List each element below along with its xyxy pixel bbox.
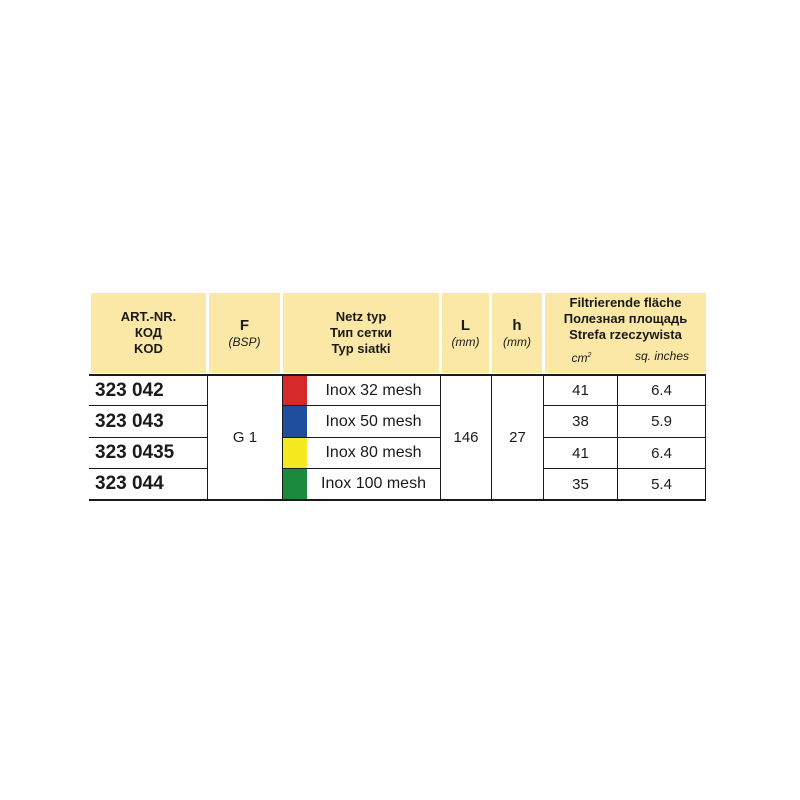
header-filter-pl: Strefa rzeczywista <box>569 327 682 342</box>
table-right-border <box>705 374 706 501</box>
header-filter-units <box>545 348 706 366</box>
header-netz-pl: Typ siatki <box>331 341 391 356</box>
area-sq-inches: 5.9 <box>651 413 672 430</box>
header-filter <box>545 293 706 373</box>
mesh-color-swatch <box>283 376 307 405</box>
header-l-label: L <box>460 316 471 334</box>
header-filter-de: Filtrierende fläche <box>569 295 682 310</box>
unit-cm-text: cm <box>571 351 588 365</box>
header-netz <box>283 293 439 373</box>
article-number: 323 0435 <box>95 442 175 463</box>
mesh-type: Inox 50 mesh <box>325 412 422 430</box>
table-bottom-border <box>89 499 706 501</box>
header-h <box>492 293 542 373</box>
header-netz-ru: Тип сетки <box>329 325 393 340</box>
header-h-label: h <box>512 316 522 334</box>
area-cm2: 38 <box>572 413 589 430</box>
header-article-de: ART.-NR. <box>120 309 177 324</box>
mesh-color-swatch <box>283 469 307 499</box>
mesh-type: Inox 80 mesh <box>325 444 422 461</box>
mesh-type: Inox 32 mesh <box>325 381 422 399</box>
area-sq-inches: 6.4 <box>651 382 672 399</box>
area-cm2: 41 <box>572 382 589 399</box>
header-h-unit: (mm) <box>503 334 531 349</box>
area-sq-inches: 5.4 <box>651 475 672 493</box>
article-number: 323 043 <box>95 410 164 432</box>
thread-size: G 1 <box>232 429 258 446</box>
data-table <box>89 374 706 501</box>
header-f-unit: (BSP) <box>228 334 261 349</box>
header-l <box>442 293 489 373</box>
article-number: 323 044 <box>95 473 164 494</box>
mesh-color-swatch <box>283 406 307 437</box>
header-netz-de: Netz typ <box>335 309 387 324</box>
header-article-pl: KOD <box>134 341 163 356</box>
unit-cm-sup: 2 <box>587 352 592 359</box>
header-article-ru: КОД <box>134 325 163 340</box>
header-filter-ru: Полезная площадь <box>563 311 688 326</box>
header-f-label: F <box>239 316 250 334</box>
article-number: 323 042 <box>95 379 164 401</box>
height-value: 27 <box>509 429 526 446</box>
header-f <box>209 293 280 373</box>
length-value: 146 <box>453 429 479 446</box>
header-l-unit: (mm) <box>451 334 480 349</box>
mesh-color-swatch <box>283 438 307 468</box>
area-cm2: 35 <box>572 475 589 493</box>
mesh-type: Inox 100 mesh <box>321 475 426 492</box>
unit-cm2 <box>545 348 618 366</box>
area-sq-inches: 6.4 <box>651 444 672 462</box>
area-cm2: 41 <box>572 444 589 462</box>
unit-sq-inches: sq. inches <box>634 349 690 363</box>
header-article <box>91 293 206 373</box>
